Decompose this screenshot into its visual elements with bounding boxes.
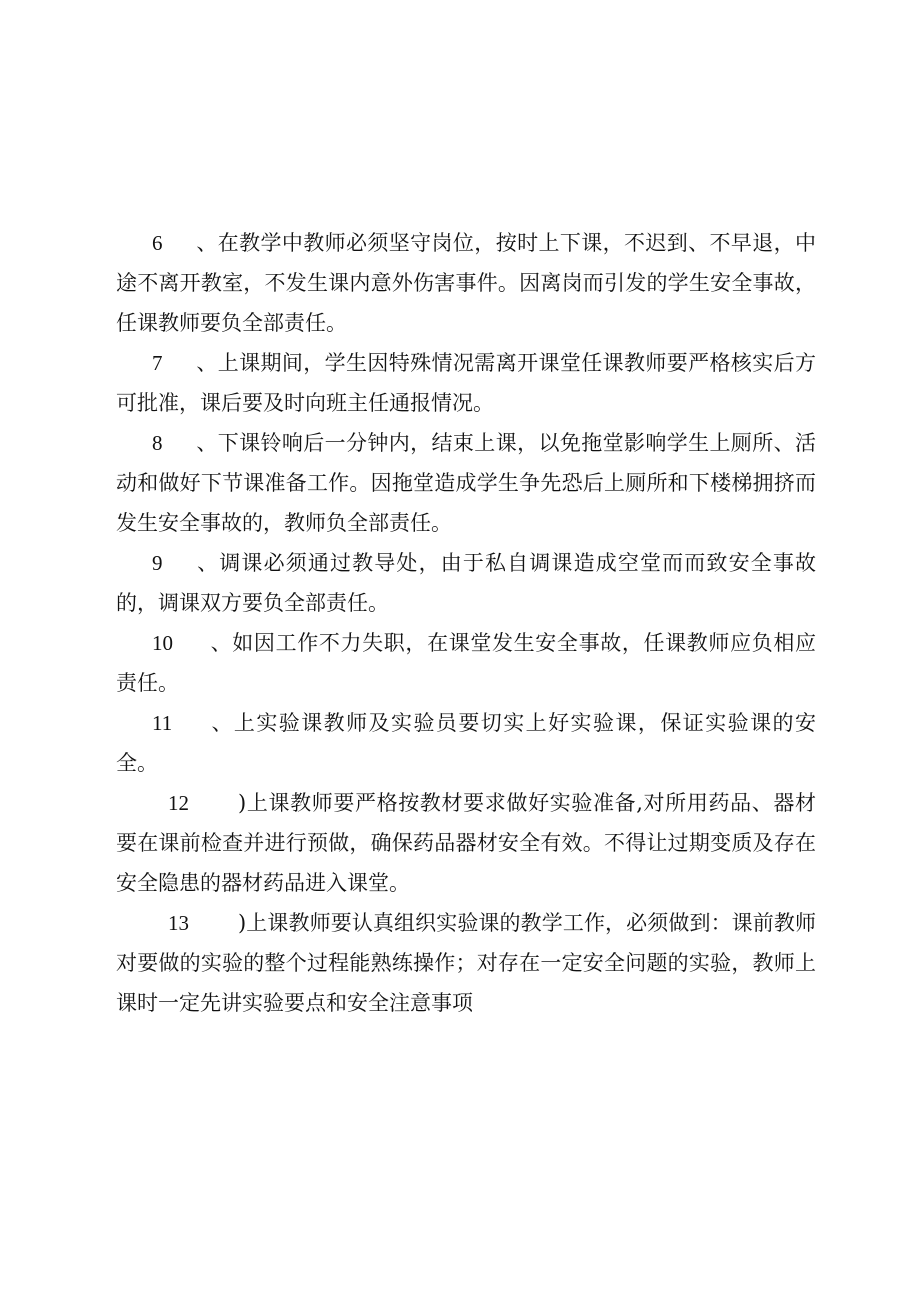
paragraph-text: 、下课铃响后一分钟内，结束上课，以免拖堂影响学生上厕所、活动和做好下节课准备工作。因拖堂造成学生争先恐后上厕所和下楼梯拥挤而发生安全事故的，教师负全部责任。 [116,431,816,535]
paragraph-6 [116,223,816,343]
paragraph-10 [116,623,816,703]
paragraph-number: 7 [152,351,163,375]
paragraph-text: )上课教师要严格按教材要求做好实验准备,对所用药品、器材要在课前检查并进行预做，确保药品器材安全有效。不得让过期变质及存在安全隐患的器材药品进入课堂。 [116,791,816,895]
paragraph-11 [116,703,816,783]
paragraph-8 [116,423,816,543]
paragraph-text: )上课教师要认真组织实验课的教学工作，必须做到：课前教师对要做的实验的整个过程能熟练操作；对存在一定安全问题的实验，教师上课时一定先讲实验要点和安全注意事项 [116,911,816,1015]
paragraph-number: 9 [152,551,163,575]
paragraph-text: 、上课期间，学生因特殊情况需离开课堂任课教师要严格核实后方可批准，课后要及时向班主任通报情况。 [116,351,816,415]
paragraph-number: 6 [152,231,163,255]
paragraph-number: 11 [152,711,173,735]
paragraph-number: 13 [168,911,189,935]
paragraph-12 [116,783,816,903]
paragraph-7 [116,343,816,423]
paragraph-text: 、在教学中教师必须坚守岗位，按时上下课，不迟到、不早退，中途不离开教室，不发生课内意外伤害事件。因离岗而引发的学生安全事故，任课教师要负全部责任。 [116,231,816,335]
document-body [116,223,816,1023]
paragraph-9 [116,543,816,623]
paragraph-text: 、调课必须通过教导处，由于私自调课造成空堂而而致安全事故的，调课双方要负全部责任。 [116,551,816,615]
paragraph-13 [116,903,816,1023]
paragraph-number: 8 [152,431,163,455]
paragraph-text: 、如因工作不力失职，在课堂发生安全事故，任课教师应负相应责任。 [116,631,816,695]
paragraph-text: 、上实验课教师及实验员要切实上好实验课，保证实验课的安全。 [116,711,816,775]
paragraph-number: 12 [168,791,189,815]
paragraph-number: 10 [152,631,173,655]
